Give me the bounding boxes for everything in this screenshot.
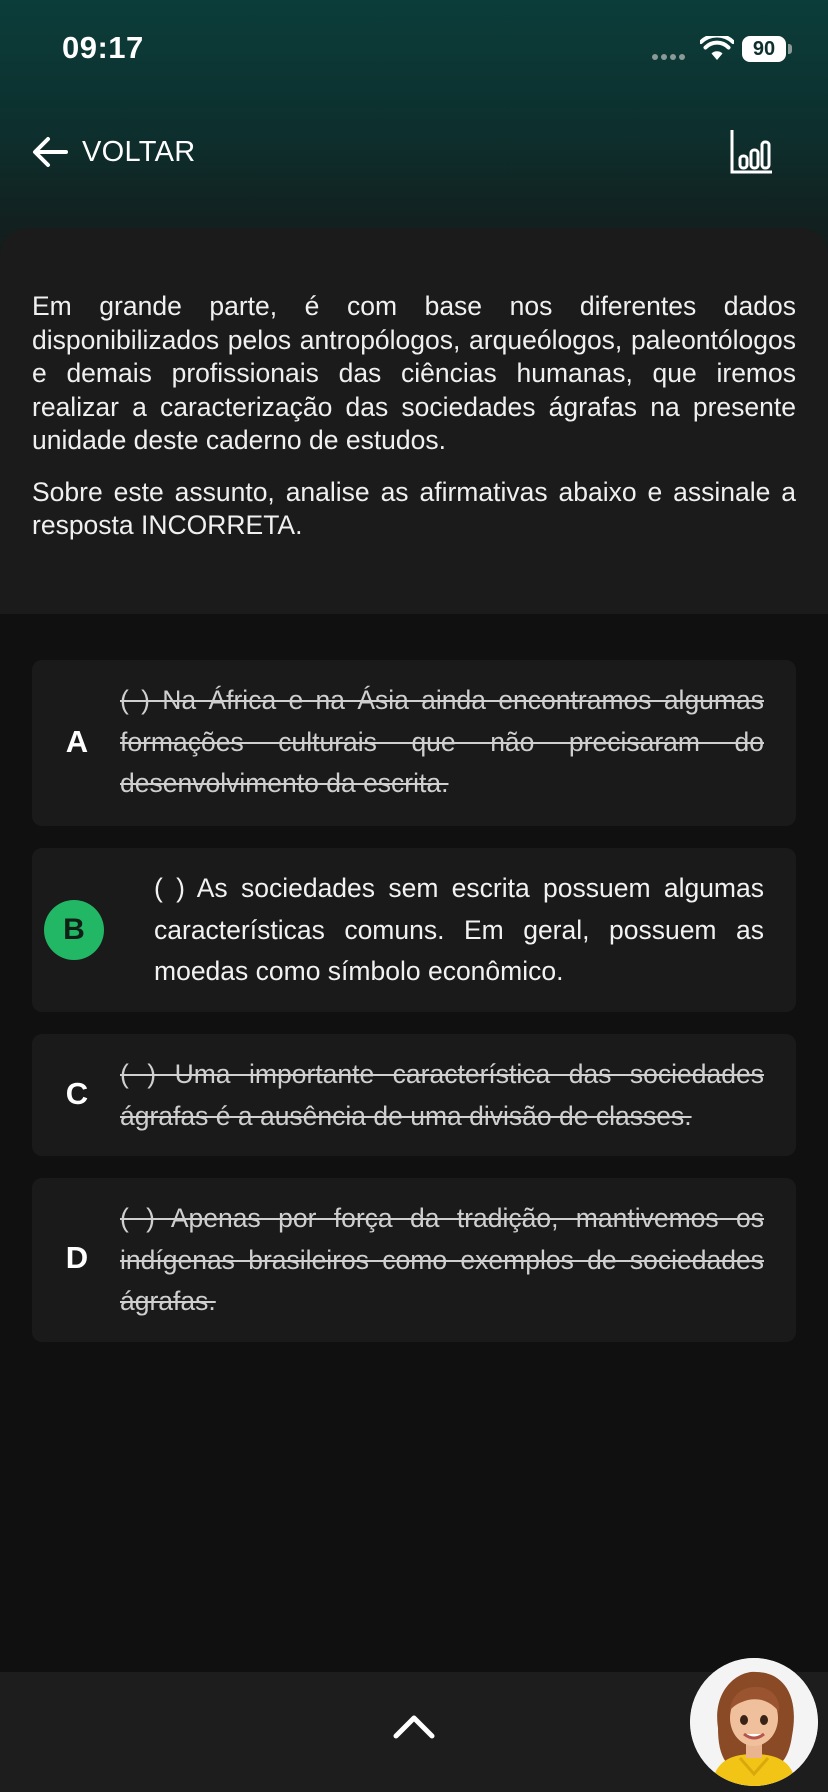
- option-letter: D: [65, 1240, 89, 1275]
- option-text: ( ) As sociedades sem escrita possuem algumas características comuns. Em geral, possuem as moedas como símbolo econômico.: [154, 873, 764, 986]
- cellular-signal-icon: [652, 54, 685, 60]
- bar-chart-icon[interactable]: [728, 128, 776, 176]
- option-letter: A: [65, 724, 89, 759]
- option-c[interactable]: [32, 1034, 796, 1156]
- chevron-up-icon[interactable]: [392, 1712, 436, 1740]
- option-d[interactable]: [32, 1178, 796, 1342]
- avatar-illustration: [690, 1658, 818, 1786]
- battery-tip: [788, 44, 792, 54]
- option-a[interactable]: [32, 660, 796, 826]
- option-text: ( ) Na África e na Ásia ainda encontramos algumas formações culturais que não precisaram do desenvolvimento da escrita.: [120, 685, 764, 798]
- back-label: VOLTAR: [82, 135, 196, 168]
- option-b[interactable]: [32, 848, 796, 1012]
- back-button[interactable]: [30, 130, 196, 174]
- option-text: ( ) Uma importante característica das sociedades ágrafas é a ausência de uma divisão de classes.: [120, 1059, 764, 1131]
- wifi-icon: [700, 36, 734, 62]
- question-instruction: Sobre este assunto, analise as afirmativas abaixo e assinale a resposta INCORRETA.: [32, 476, 796, 540]
- assistant-avatar-icon[interactable]: [690, 1658, 818, 1786]
- option-letter: C: [65, 1076, 89, 1111]
- question-text: [32, 290, 796, 561]
- status-bar: [0, 0, 828, 100]
- question-paragraph: Em grande parte, é com base nos diferentes dados disponibilizados pelos antropólogos, arqueólogos, paleontólogos e demais profissionais das ciências humanas, que iremos realizar a caracterização das sociedades ágrafas na presente unidade deste caderno de estudos.: [32, 291, 796, 455]
- option-text: ( ) Apenas por força da tradição, mantivemos os indígenas brasileiros como exemplos de sociedades ágrafas.: [120, 1203, 764, 1316]
- option-letter-badge: B: [44, 900, 104, 960]
- arrow-left-icon: [30, 132, 70, 172]
- battery-icon: 90: [742, 36, 786, 62]
- status-time: 09:17: [62, 30, 144, 65]
